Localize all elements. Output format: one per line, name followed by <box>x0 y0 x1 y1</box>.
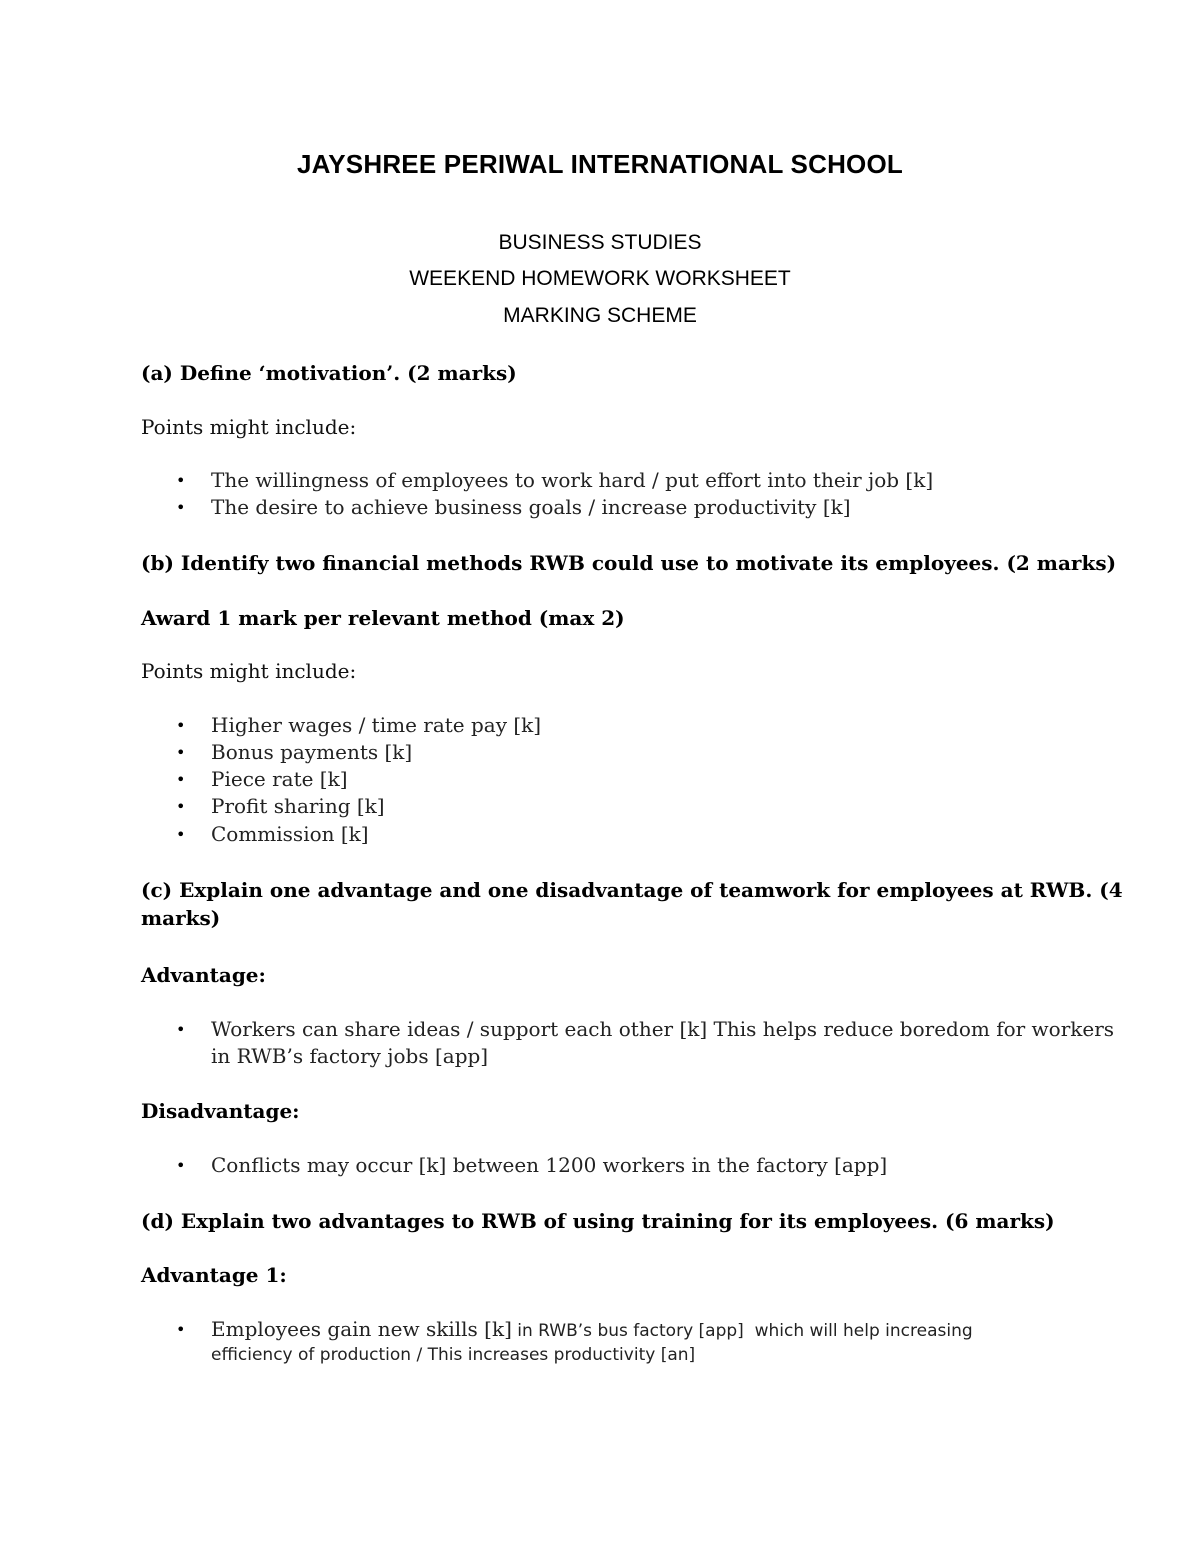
question-c-continued: marks) <box>141 906 221 930</box>
bullet-icon: • <box>176 1156 186 1175</box>
points-intro: Points might include: <box>141 659 357 683</box>
advantage-1-label: Advantage 1: <box>141 1263 287 1287</box>
question-b: (b) Identify two financial methods RWB could use to motivate its employees. (2 marks) <box>141 551 1117 575</box>
disadvantage-label: Disadvantage: <box>141 1099 300 1123</box>
list-item: Profit sharing [k] <box>211 794 385 818</box>
bullet-icon: • <box>176 825 186 844</box>
list-item <box>211 1316 1061 1345</box>
list-item: The willingness of employees to work hard / put effort into their job [k] <box>211 468 934 492</box>
list-item: Higher wages / time rate pay [k] <box>211 713 542 737</box>
list-item-continued: in RWB’s factory jobs [app] <box>211 1044 489 1068</box>
bullet-icon: • <box>176 716 186 735</box>
bullet-icon: • <box>176 498 186 517</box>
question-a: (a) Define ‘motivation’. (2 marks) <box>141 361 517 385</box>
subject-title: BUSINESS STUDIES <box>498 231 702 254</box>
award-note: Award 1 mark per relevant method (max 2) <box>141 606 625 630</box>
list-item-continued: efficiency of production / This increases productivity [an] <box>211 1345 696 1365</box>
points-intro: Points might include: <box>141 415 357 439</box>
list-item: Piece rate [k] <box>211 767 348 791</box>
list-item-part-serif: Employees gain new skills [k] <box>211 1317 512 1341</box>
list-item: Bonus payments [k] <box>211 740 413 764</box>
list-item-part-sans: in RWB’s bus factory [app] which will help increasing <box>511 1321 973 1341</box>
list-item: Conflicts may occur [k] between 1200 workers in the factory [app] <box>211 1153 888 1177</box>
marking-scheme-title: MARKING SCHEME <box>503 304 697 327</box>
worksheet-title: WEEKEND HOMEWORK WORKSHEET <box>409 267 791 290</box>
question-d: (d) Explain two advantages to RWB of using training for its employees. (6 marks) <box>141 1209 1055 1233</box>
bullet-icon: • <box>176 1320 186 1339</box>
advantage-label: Advantage: <box>141 963 266 987</box>
bullet-icon: • <box>176 471 186 490</box>
bullet-icon: • <box>176 770 186 789</box>
bullet-icon: • <box>176 797 186 816</box>
list-item: Workers can share ideas / support each other [k] This helps reduce boredom for workers <box>211 1017 1115 1041</box>
list-item: Commission [k] <box>211 822 369 846</box>
school-title: JAYSHREE PERIWAL INTERNATIONAL SCHOOL <box>297 149 903 179</box>
list-item: The desire to achieve business goals / increase productivity [k] <box>211 495 851 519</box>
question-c: (c) Explain one advantage and one disadvantage of teamwork for employees at RWB. (4 <box>141 878 1123 902</box>
bullet-icon: • <box>176 1020 186 1039</box>
bullet-icon: • <box>176 743 186 762</box>
